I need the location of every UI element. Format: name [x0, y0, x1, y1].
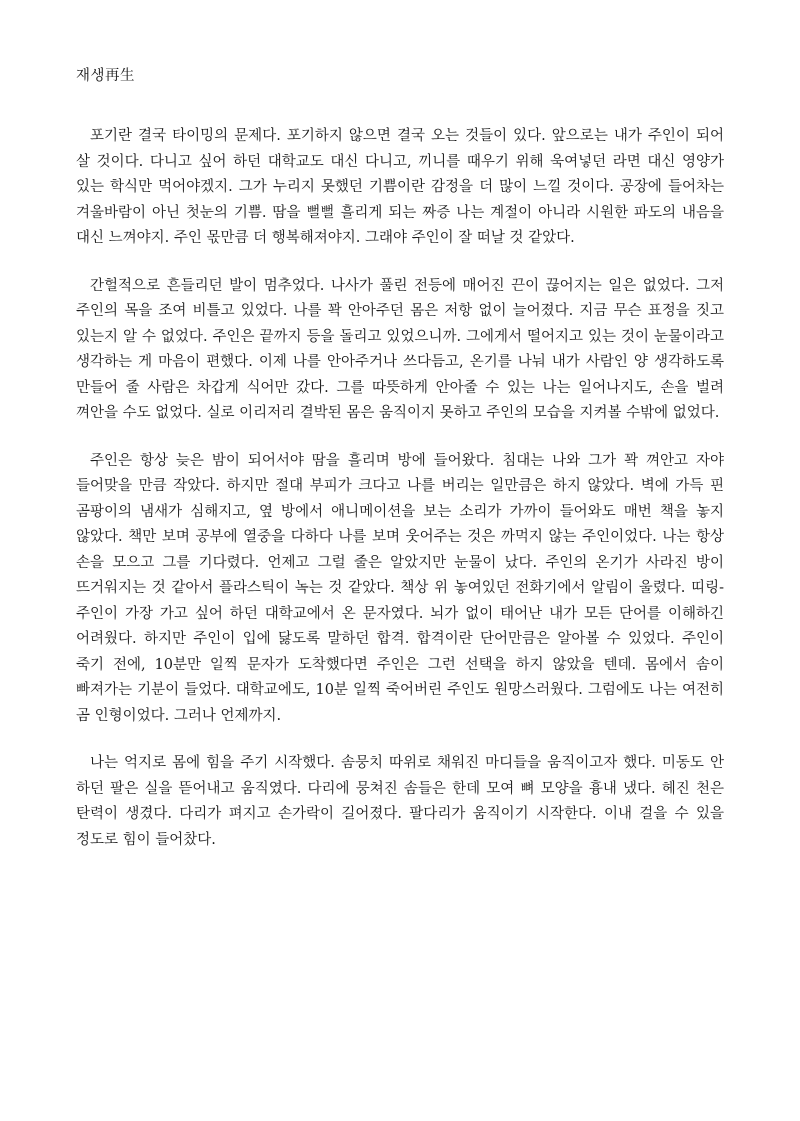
paragraph-2: 간헐적으로 흔들리던 발이 멈추었다. 나사가 풀린 전등에 매어진 끈이 끊어지는 일은 없었다. 그저 주인의 목을 조여 비틀고 있었다. 나를 꽉 안아주던 몸은 저항 없이 늘어졌다. 지금 무슨 표정을 짓고 있는지 알 수 없었다. 주인은 끝까지 등을 돌리고 있었으니까. 그에게서 떨어지고 있는 것이 눈물이라고 생각하는 게 마음이 편했다. 이제 나를 안아주거나 쓰다듬고, 온기를 나눠 내가 사람인 양 생각하도록 만들어 줄 사람은 차갑게 식어만 갔다. 그를 따뜻하게 안아줄 수 있는 나는 일어나지도, 손을 벌려 껴안을 수도 없었다. 실로 이리저리 결박된 몸은 움직이지 못하고 주인의 모습을 지켜볼 수밖에 없었다. [76, 277, 724, 421]
document-body [76, 124, 724, 875]
paragraph-4: 나는 억지로 몸에 힘을 주기 시작했다. 솜뭉치 따위로 채워진 마디들을 움직이고자 했다. 미동도 안 하던 팔은 실을 뜯어내고 움직였다. 다리에 뭉쳐진 솜들은 한데 모여 뼈 모양을 흉내 냈다. 헤진 천은 탄력이 생겼다. 다리가 펴지고 손가락이 길어졌다. 팔다리가 움직이기 시작한다. 이내 걸을 수 있을 정도로 힘이 들어찼다. [76, 755, 724, 848]
paragraph-3: 주인은 항상 늦은 밤이 되어서야 땀을 흘리며 방에 들어왔다. 침대는 나와 그가 꽉 껴안고 자야 들어맞을 만큼 작았다. 하지만 절대 부피가 크다고 나를 버리는 일만큼은 하지 않았다. 벽에 가득 핀 곰팡이의 냄새가 심해지고, 옆 방에서 애니메이션을 보는 소리가 가까이 들어와도 매번 책을 놓지 않았다. 책만 보며 공부에 열중을 다하다 나를 보며 웃어주는 것은 까먹지 않는 주인이었다. 나는 항상 손을 모으고 그를 기다렸다. 언제고 그럴 줄은 알았지만 눈물이 났다. 주인의 온기가 사라진 방이 뜨거워지는 것 같아서 플라스틱이 녹는 것 같았다. 책상 위 놓여있던 전화기에서 알림이 울렸다. 띠링- 주인이 가장 가고 싶어 하던 대학교에서 온 문자였다. 뇌가 없이 태어난 내가 모든 단어를 이해하긴 어려웠다. 하지만 주인이 입에 닳도록 말하던 합격. 합격이란 단어만큼은 알아볼 수 있었다. 주인이 죽기 전에, 10분만 일찍 문자가 도착했다면 주인은 그런 선택을 하지 않았을 텐데. 몸에서 솜이 빠져가는 기분이 들었다. 대학교에도, 10분 일찍 죽어버린 주인도 원망스러웠다. 그럼에도 나는 여전히 곰 인형이었다. 그러나 언제까지. [76, 452, 724, 724]
document-title: 재생再生 [76, 68, 136, 84]
paragraph-1: 포기란 결국 타이밍의 문제다. 포기하지 않으면 결국 오는 것들이 있다. 앞으로는 내가 주인이 되어 살 것이다. 다니고 싶어 하던 대학교도 대신 다니고, 끼니를 때우기 위해 욱여넣던 라면 대신 영양가 있는 학식만 먹어야겠지. 그가 누리지 못했던 기쁨이란 감정을 더 많이 느낄 것이다. 공장에 들어차는 겨울바람이 아닌 첫눈의 기쁨. 땀을 뻘뻘 흘리게 되는 짜증 나는 계절이 아니라 시원한 파도의 내음을 대신 느껴야지. 주인 몫만큼 더 행복해져야지. 그래야 주인이 잘 떠날 것 같았다. [76, 128, 724, 246]
